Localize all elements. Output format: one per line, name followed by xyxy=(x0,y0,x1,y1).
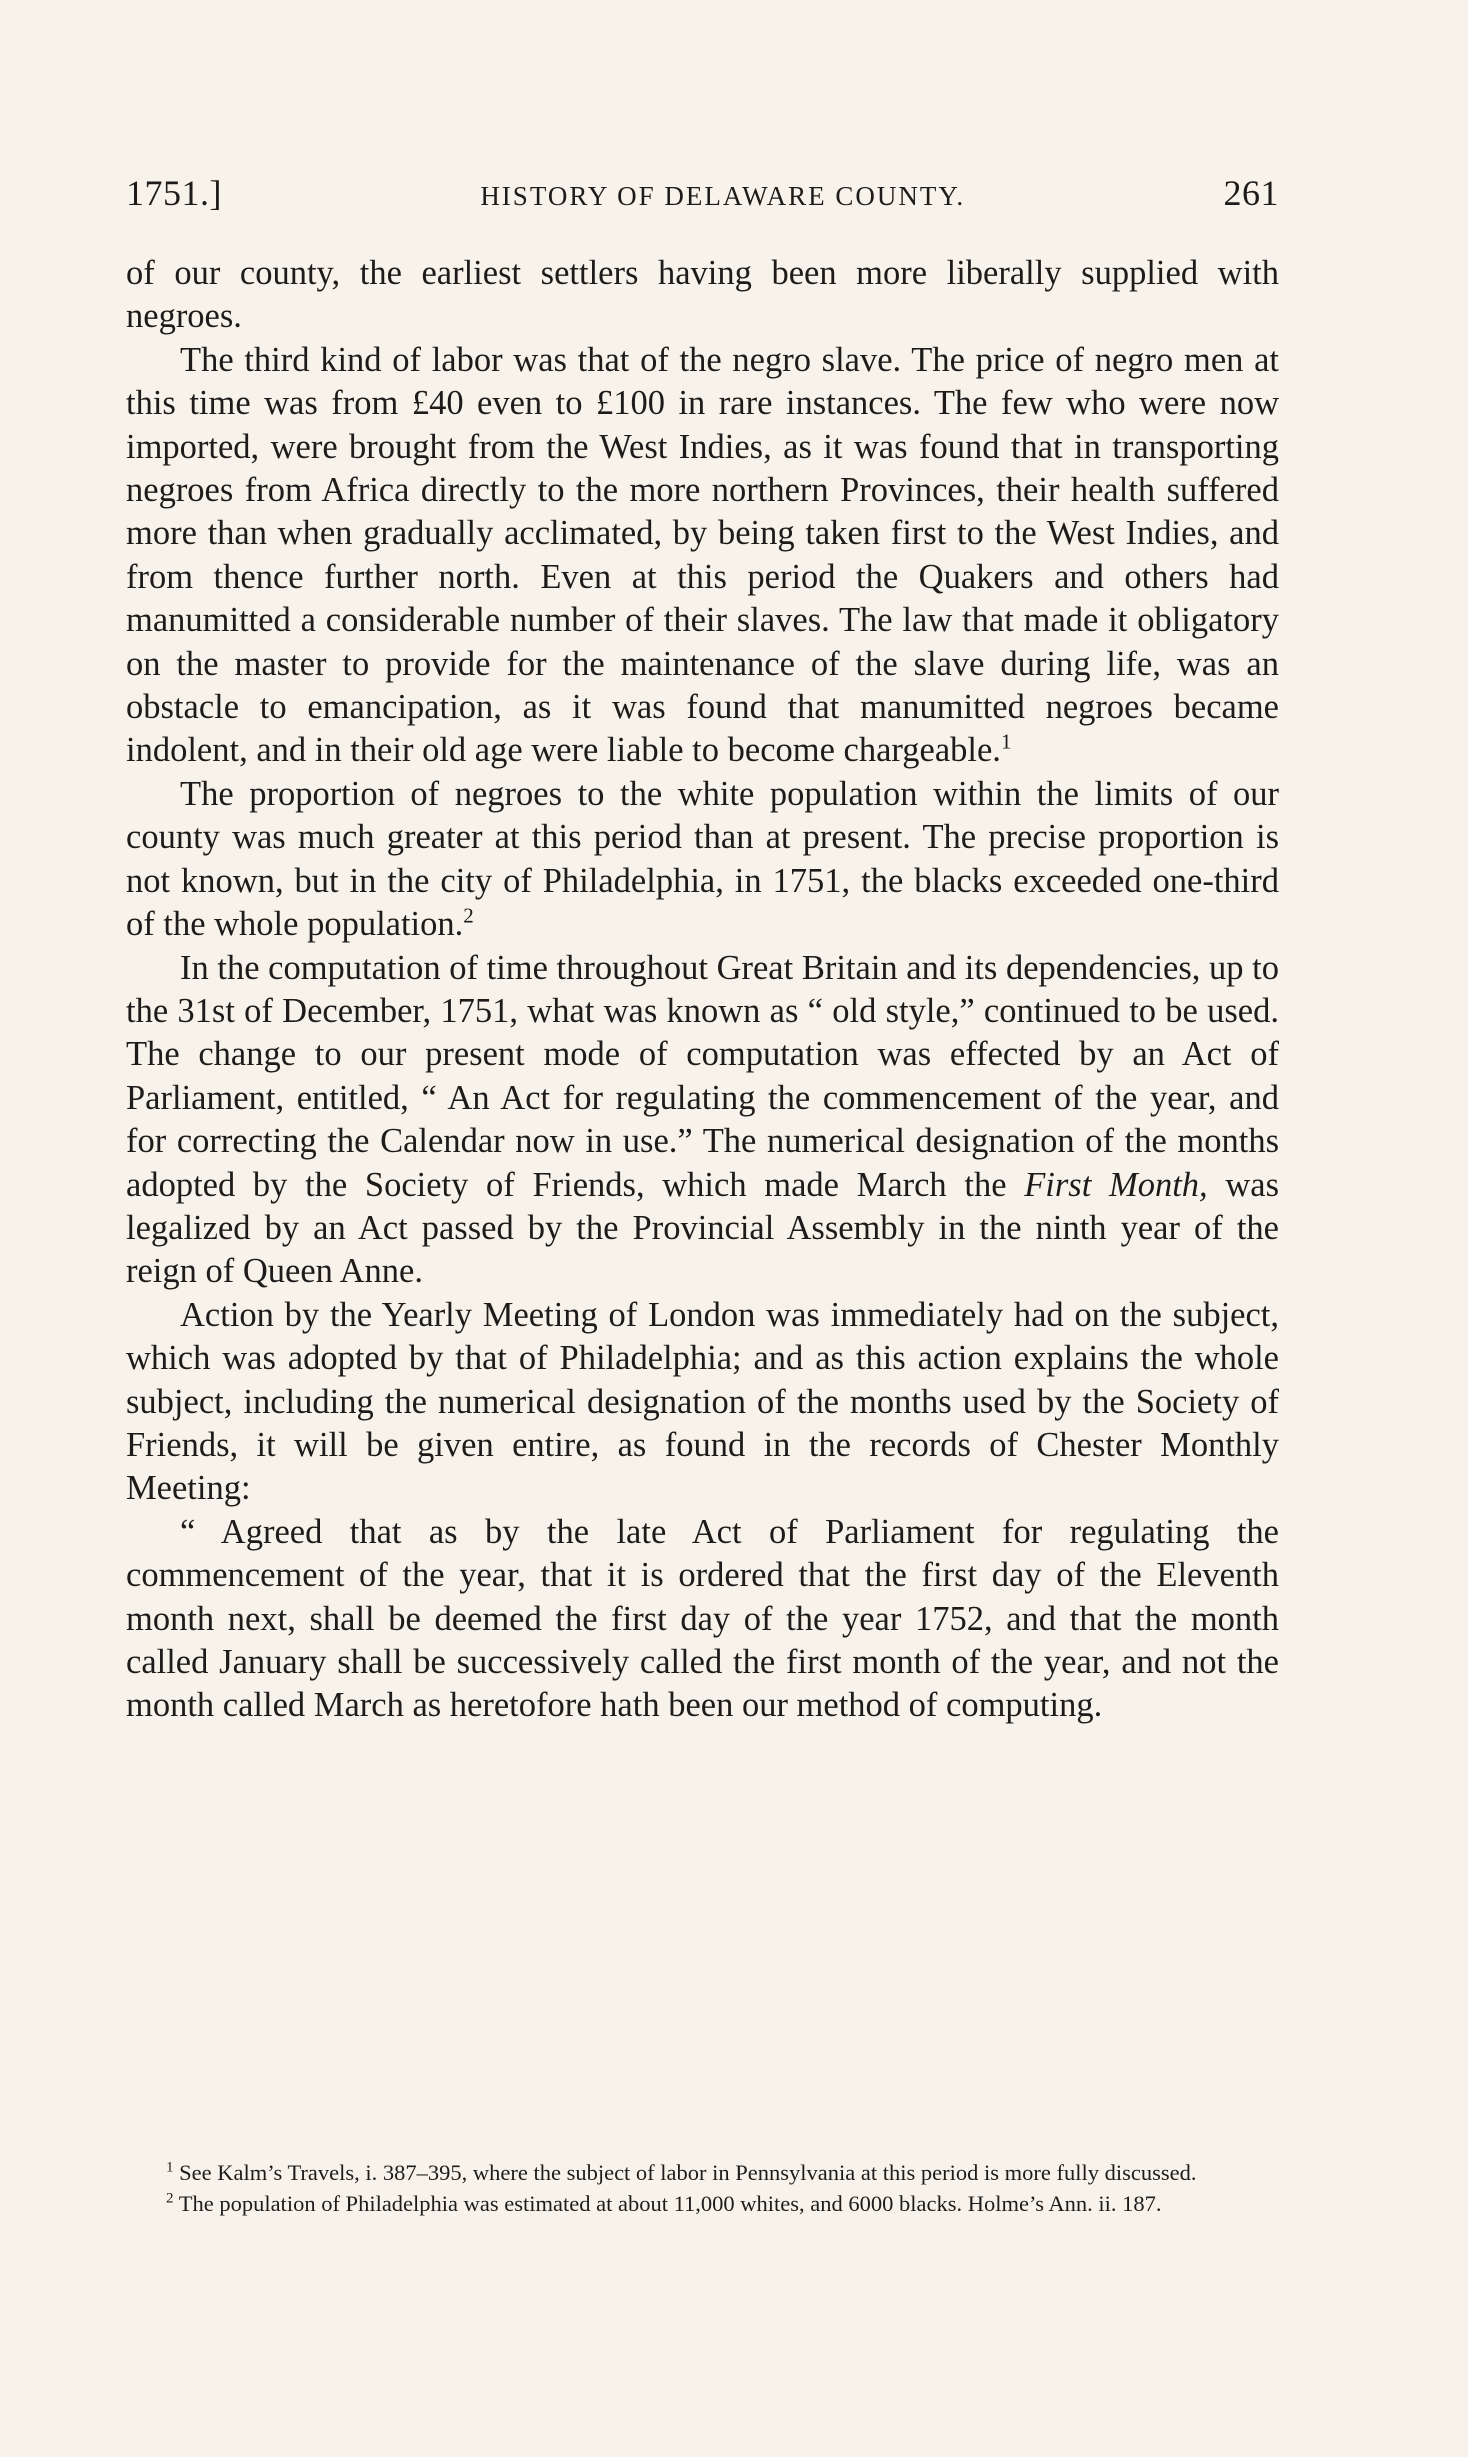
paragraph-text: was legalized by an Act passed by the Provincial Assembly in the ninth year of the reign of Queen Anne. xyxy=(126,1165,1280,1291)
running-head xyxy=(126,172,1279,220)
body-text xyxy=(126,252,1279,1728)
paragraph-text: In the computation of time throughout Great Britain and its dependencies, up to the 31st of December, 1751, what was known as “ old style,” continued to be used. The change to our present mode of computation was effected by an Act of Parliament, entitled, “ An Act for regulating the commencement of the year, and for correcting the Calendar now in use.” The numerical designation of the months adopted by the Society of Friends, which made March the xyxy=(126,948,1279,1204)
paragraph-text: Action by the Yearly Meeting of London was immediately had on the subject, which was adopted by that of Philadelphia; and as this action explains the whole subject, including the numerical designation of the months used by the Society of Friends, it will be given entire, as found in the records of Chester Monthly Meeting: xyxy=(126,1295,1279,1508)
paragraph-text: The proportion of negroes to the white population within the limits of our county was much greater at this period than at present. The precise proportion is not known, but in the city of Philadelphia, in 1751, the blacks exceeded one-third of the whole population. xyxy=(126,774,1279,944)
paragraph-computation xyxy=(126,947,1279,1294)
footnote xyxy=(126,2158,1279,2189)
paragraph-text: “ Agreed that as by the late Act of Parliament for regulating the commencement of the year, that it is ordered that the first day of the Eleventh month next, shall be deemed the first day of the year 1752, and that the month called January shall be successively called the first month of the year, and not the month called March as heretofore hath been our method of computing. xyxy=(126,1512,1279,1725)
paragraph-text: of our county, the earliest settlers having been more liberally supplied with negroes. xyxy=(126,254,1279,336)
page-number: 261 xyxy=(1223,173,1279,213)
paragraph-yearly-meeting xyxy=(126,1294,1279,1511)
footnote-reference: 1 xyxy=(1000,729,1012,754)
footnote-text: The population of Philadelphia was estimated at about 11,000 whites, and 6000 blacks. Holme’s Ann. ii. 187. xyxy=(178,2190,1162,2216)
paragraph-labor xyxy=(126,339,1279,773)
footnote xyxy=(126,2189,1279,2220)
running-head-title: HISTORY OF DELAWARE COUNTY. xyxy=(480,181,966,211)
paragraph-proportion xyxy=(126,773,1279,947)
paragraph-quotation xyxy=(126,1511,1279,1728)
footnote-text: See Kalm’s Travels, i. 387–395, where the subject of labor in Pennsylvania at this period is more fully discussed. xyxy=(179,2160,1197,2185)
paragraph-text: The third kind of labor was that of the negro slave. The price of negro men at this time was from £40 even to £100 in rare instances. The few who were now imported, were brought from the West Indies, as it was found that in transporting negroes from Africa directly to the more northern Provinces, their health suffered more than when gradually acclimated, by being taken first to the West Indies, and from thence further north. Even at this period the Quakers and others had manumitted a considerable number of their slaves. The law that made it obligatory on the master to provide for the maintenance of the slave during life, was an obstacle to emancipation, as it was found that manumitted negroes became indolent, and in their old age were liable to become chargeable. xyxy=(126,340,1279,770)
paragraph-continuation xyxy=(126,252,1279,339)
footnote-number: 1 xyxy=(166,2159,174,2176)
footnotes xyxy=(126,2158,1279,2219)
italic-first-month: First Month, xyxy=(1024,1165,1208,1204)
running-head-year: 1751.] xyxy=(126,173,222,213)
footnote-reference: 2 xyxy=(463,903,474,928)
footnote-number: 2 xyxy=(166,2190,174,2206)
